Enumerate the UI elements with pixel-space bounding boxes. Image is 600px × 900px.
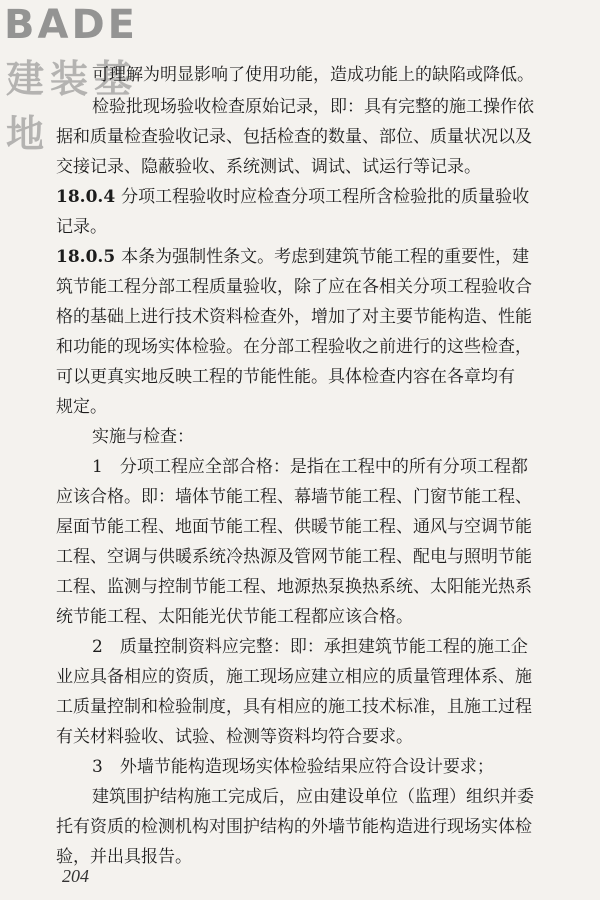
watermark-latin: BADE [4, 2, 138, 48]
text-line: 可以更真实地反映工程的节能性能。具体检查内容在各章均有 [56, 367, 515, 387]
text-line: 应该合格。即：墙体节能工程、幕墙节能工程、门窗节能工程、 [56, 487, 532, 507]
text-line: 和功能的现场实体检验。在分部工程验收之前进行的这些检查， [56, 337, 532, 357]
text-line: 记录。 [56, 217, 107, 237]
text-line: 托有资质的检测机构对围护结构的外墙节能构造进行现场实体检 [56, 817, 532, 837]
list-item: 3 外墙节能构造现场实体检验结果应符合设计要求； [92, 757, 494, 777]
text-line: 屋面节能工程、地面节能工程、供暖节能工程、通风与空调节能 [56, 517, 532, 537]
clause-number: 18.0.4 [56, 187, 116, 207]
text-line: 可理解为明显影响了使用功能，造成功能上的缺陷或降低。 [92, 65, 534, 85]
text-line: 交接记录、隐蔽验收、系统测试、调试、试运行等记录。 [56, 157, 481, 177]
watermark-cjk: 建装基地 [6, 57, 139, 156]
text-line: 筑节能工程分部工程质量验收，除了应在各相关分项工程验收合 [56, 277, 532, 297]
text-line: 建筑围护结构施工完成后，应由建设单位（监理）组织并委 [92, 787, 534, 807]
text-line: 工程、监测与控制节能工程、地源热泵换热系统、太阳能光热系 [56, 577, 532, 597]
text-line: 据和质量检查验收记录、包括检查的数量、部位、质量状况以及 [56, 127, 532, 147]
text-line: 有关材料验收、试验、检测等资料均符合要求。 [56, 727, 413, 747]
list-item: 2 质量控制资料应完整：即：承担建筑节能工程的施工企 [92, 637, 528, 657]
text-line: 业应具备相应的资质，施工现场应建立相应的质量管理体系、施 [56, 667, 532, 687]
text-line: 规定。 [56, 397, 107, 417]
page-number: 204 [62, 866, 89, 886]
text-line: 格的基础上进行技术资料检查外，增加了对主要节能构造、性能 [56, 307, 532, 327]
section-heading: 实施与检查： [92, 427, 194, 447]
clause-line: 18.0.5 本条为强制性条文。考虑到建筑节能工程的重要性，建 [56, 247, 530, 267]
text-line: 工质量控制和检验制度，具有相应的施工技术标准，且施工过程 [56, 697, 532, 717]
clause-line: 18.0.4 分项工程验收时应检查分项工程所含检验批的质量验收 [56, 187, 530, 207]
text-line: 检验批现场验收检查原始记录，即：具有完整的施工操作依 [92, 97, 534, 117]
text-line: 统节能工程、太阳能光伏节能工程都应该合格。 [56, 607, 413, 627]
text-line: 工程、空调与供暖系统冷热源及管网节能工程、配电与照明节能 [56, 547, 532, 567]
clause-number: 18.0.5 [56, 247, 116, 267]
list-item: 1 分项工程应全部合格：是指在工程中的所有分项工程都 [92, 457, 528, 477]
text-line: 验，并出具报告。 [56, 847, 192, 867]
